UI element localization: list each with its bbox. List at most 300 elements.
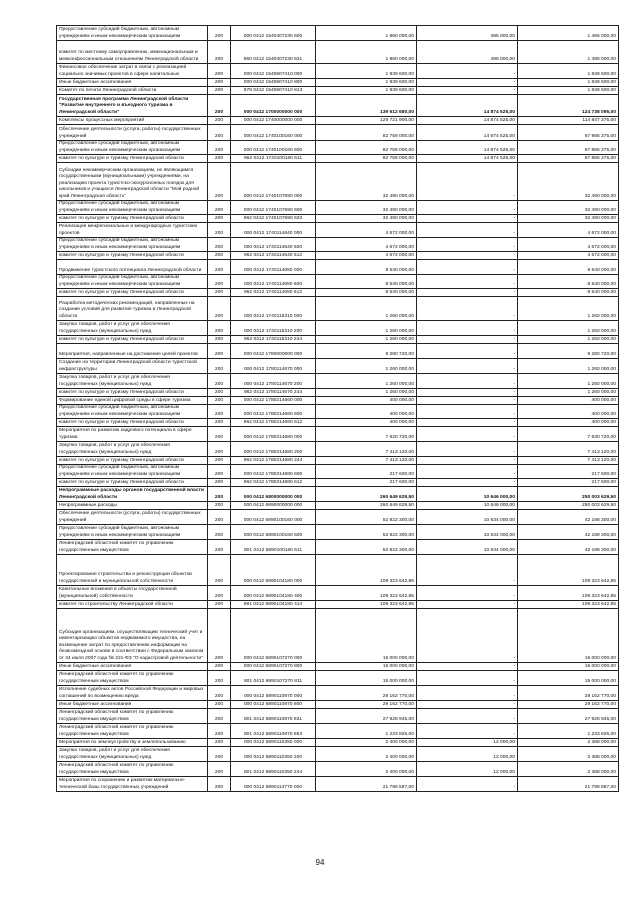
row-approved-amount-cell: 82 759 000,00 [316,155,417,163]
row-classification-cell: 000 0412 1540607410 000 [231,64,316,79]
row-classification-cell: 000 0412 1780214660 600 [231,405,316,419]
row-approved-amount-cell: 15 000 000,00 [316,609,417,663]
row-executed-amount-cell: 32 490 000,00 [518,163,619,201]
row-classification-cell: 000 0412 6890100160 000 [231,510,316,525]
row-code-cell: 200 [208,141,231,155]
table-row [57,609,619,663]
row-approved-amount-cell: 15 000 000,00 [316,663,417,671]
table-row [57,289,619,297]
row-code-cell: 200 [208,609,231,663]
table-row [57,297,619,321]
row-unexecuted-amount-cell: 10 646 000,00 [417,502,518,510]
row-name-cell: комитет по культуре и туризму Ленинградской области [57,252,208,260]
row-executed-amount-cell: 217 600,00 [518,479,619,487]
row-unexecuted-amount-cell: - [417,336,518,344]
row-approved-amount-cell: 52 822 300,00 [316,510,417,525]
table-row [57,663,619,671]
row-code-cell: 200 [208,465,231,479]
row-approved-amount-cell: 4 672 000,00 [316,252,417,260]
row-executed-amount-cell: 1 839 600,00 [518,79,619,87]
row-unexecuted-amount-cell: 12 000,00 [417,762,518,777]
row-approved-amount-cell: 1 860 000,00 [316,26,417,41]
row-unexecuted-amount-cell: - [417,87,518,95]
row-unexecuted-amount-cell: - [417,777,518,792]
row-executed-amount-cell: 1 260 000,00 [518,389,619,397]
row-classification-cell: 000 0412 6890110870 800 [231,701,316,709]
row-executed-amount-cell: 124 738 095,00 [518,95,619,117]
row-classification-cell: 000 0412 6890110350 000 [231,739,316,747]
row-name-cell: Формирование единой цифровой среды в сфере туризма [57,397,208,405]
row-approved-amount-cell: 32 490 000,00 [316,215,417,223]
table-row [57,79,619,87]
row-name-cell: Предоставление субсидий бюджетным, автономным учреждениям и иным некоммерческим организациям [57,525,208,540]
row-name-cell: комитет по местному самоуправлению, межнациональным и межконфессиональным отношениям Ленинградской области [57,41,208,64]
row-code-cell: 200 [208,79,231,87]
row-code-cell: 200 [208,555,231,586]
row-unexecuted-amount-cell: - [417,275,518,289]
row-name-cell: комитет по культуре и туризму Ленинградской области [57,419,208,427]
row-code-cell: 200 [208,586,231,601]
row-unexecuted-amount-cell: - [417,419,518,427]
table-row [57,724,619,739]
row-classification-cell: 978 0412 1540607410 813 [231,87,316,95]
row-code-cell: 200 [208,215,231,223]
row-executed-amount-cell: 109 323 642,85 [518,586,619,601]
row-executed-amount-cell: 2 388 000,00 [518,739,619,747]
table-row [57,87,619,95]
table-row [57,374,619,389]
row-classification-cell: 000 0412 6890104180 000 [231,555,316,586]
row-executed-amount-cell: 8 540 000,00 [518,275,619,289]
row-classification-cell: 000 0412 1740114650 000 [231,260,316,275]
row-approved-amount-cell: 260 649 629,50 [316,502,417,510]
row-name-cell: Непрограммные расходы [57,502,208,510]
row-executed-amount-cell: 8 540 000,00 [518,260,619,275]
row-classification-cell: 000 0412 1780314680 600 [231,465,316,479]
row-classification-cell: 801 0412 6890100160 611 [231,540,316,555]
row-approved-amount-cell: 7 413 120,00 [316,442,417,457]
row-approved-amount-cell: 400 000,00 [316,419,417,427]
row-name-cell: Ленинградский областной комитет по управлению государственным имуществом [57,724,208,739]
row-unexecuted-amount-cell: 10 634 000,00 [417,540,518,555]
row-code-cell: 200 [208,686,231,701]
row-executed-amount-cell: 15 000 000,00 [518,671,619,686]
row-name-cell: Продвижение туристского потенциала Ленинградской области [57,260,208,275]
row-executed-amount-cell: 7 413 120,00 [518,442,619,457]
row-executed-amount-cell: 1 839 600,00 [518,64,619,79]
row-unexecuted-amount-cell: 14 674 525,00 [417,125,518,141]
row-approved-amount-cell: 9 280 720,00 [316,344,417,359]
row-name-cell: Мероприятия по землеустройству и землепользованию [57,739,208,747]
row-code-cell: 200 [208,336,231,344]
row-name-cell: Закупка товаров, работ и услуг для обеспечения государственных (муниципальных) нужд [57,374,208,389]
row-executed-amount-cell: 250 003 629,50 [518,487,619,502]
row-classification-cell: 000 0412 6800000000 000 [231,487,316,502]
table-row [57,117,619,125]
row-classification-cell: 000 0412 6890104180 400 [231,586,316,601]
row-name-cell: Проектирование строительства и реконструкции объектов государственной и муниципальной собственности [57,555,208,586]
row-classification-cell: 000 0412 1780314680 200 [231,442,316,457]
table-row [57,359,619,374]
row-unexecuted-amount-cell: - [417,223,518,238]
row-code-cell: 200 [208,41,231,64]
table-row [57,709,619,724]
row-unexecuted-amount-cell: - [417,79,518,87]
row-executed-amount-cell: 109 323 642,85 [518,601,619,609]
row-name-cell: Предоставление субсидий бюджетным, автономным учреждениям и иным некоммерческим организациям [57,465,208,479]
row-executed-amount-cell: 1 233 825,00 [518,724,619,739]
row-classification-cell: 962 0412 1740114640 612 [231,252,316,260]
row-classification-cell: 801 0412 6890110870 831 [231,709,316,724]
row-code-cell: 200 [208,487,231,502]
row-code-cell: 200 [208,260,231,275]
row-name-cell: Реализация межрегиональных и международных туристских проектов [57,223,208,238]
row-unexecuted-amount-cell: - [417,709,518,724]
row-code-cell: 200 [208,671,231,686]
table-row [57,502,619,510]
row-code-cell: 200 [208,344,231,359]
row-approved-amount-cell: 4 672 000,00 [316,223,417,238]
row-approved-amount-cell: 2 400 000,00 [316,739,417,747]
row-approved-amount-cell: 109 323 642,85 [316,586,417,601]
table-row [57,586,619,601]
row-executed-amount-cell: 7 413 120,00 [518,457,619,465]
row-unexecuted-amount-cell: - [417,427,518,442]
row-unexecuted-amount-cell: - [417,686,518,701]
row-name-cell: Субсидии некоммерческим организациям, не являющимся государственными (муниципальными) учреждениями, на реализацию проекта туристско-экскурсионных поездок для школьников и учащихся Ленинградской области "Мой родной край Ленинградская область" [57,163,208,201]
row-name-cell: Иные бюджетные ассигнования [57,79,208,87]
row-classification-cell: 000 0412 1740115310 200 [231,321,316,336]
row-classification-cell: 000 0412 6890107270 000 [231,609,316,663]
row-unexecuted-amount-cell: - [417,321,518,336]
row-unexecuted-amount-cell: 14 874 525,00 [417,117,518,125]
row-approved-amount-cell: 109 323 642,85 [316,555,417,586]
row-name-cell: Обеспечение деятельности (услуги, работы) государственных учреждений [57,510,208,525]
row-classification-cell: 962 0412 1780314680 244 [231,457,316,465]
row-name-cell: Предоставление субсидий бюджетным, автономным учреждениям и иным некоммерческим организациям [57,26,208,41]
row-code-cell: 200 [208,252,231,260]
row-unexecuted-amount-cell: - [417,405,518,419]
row-unexecuted-amount-cell: - [417,344,518,359]
table-row [57,405,619,419]
row-classification-cell: 000 0412 1740000000 000 [231,117,316,125]
row-unexecuted-amount-cell: 10 634 000,00 [417,525,518,540]
row-name-cell: Предоставление субсидий бюджетным, автономным учреждениям и иным некоммерческим организациям [57,405,208,419]
row-executed-amount-cell: 1 260 000,00 [518,297,619,321]
row-unexecuted-amount-cell: 495 000,00 [417,41,518,64]
table-row [57,389,619,397]
row-code-cell: 200 [208,374,231,389]
row-name-cell: Предоставление субсидий бюджетным, автономным учреждениям и иным некоммерческим организациям [57,238,208,252]
row-approved-amount-cell: 109 323 642,85 [316,601,417,609]
table-row [57,321,619,336]
row-unexecuted-amount-cell: - [417,586,518,601]
row-name-cell: Предоставление субсидий бюджетным, автономным учреждениям и иным некоммерческим организациям [57,201,208,215]
row-executed-amount-cell: 67 985 375,00 [518,125,619,141]
row-name-cell: Обеспечение деятельности (услуги, работы) государственных учреждений [57,125,208,141]
row-approved-amount-cell: 21 798 587,00 [316,777,417,792]
row-unexecuted-amount-cell: - [417,289,518,297]
row-code-cell: 200 [208,709,231,724]
row-name-cell: Ленинградский областной комитет по управлению государственным имуществом [57,762,208,777]
row-executed-amount-cell: 4 672 000,00 [518,223,619,238]
row-name-cell: Финансовое обеспечение затрат в связи с реализацией социально значимых проектов в сфере капитальных [57,64,208,79]
row-executed-amount-cell: 217 600,00 [518,465,619,479]
row-executed-amount-cell: 250 003 629,50 [518,502,619,510]
table-row [57,252,619,260]
row-executed-amount-cell: 42 188 300,00 [518,525,619,540]
row-approved-amount-cell: 217 600,00 [316,465,417,479]
row-executed-amount-cell: 67 885 375,00 [518,141,619,155]
row-classification-cell: 000 0412 1780114670 200 [231,374,316,389]
row-classification-cell: 962 0412 1740114650 612 [231,289,316,297]
row-approved-amount-cell: 2 400 000,00 [316,747,417,762]
row-executed-amount-cell: 7 630 720,00 [518,427,619,442]
row-name-cell: комитет по культуре и туризму Ленинградской области [57,389,208,397]
row-unexecuted-amount-cell: 14 874 525,00 [417,95,518,117]
row-code-cell: 200 [208,359,231,374]
row-approved-amount-cell: 217 600,00 [316,479,417,487]
row-approved-amount-cell: 8 540 000,00 [316,260,417,275]
row-code-cell: 200 [208,601,231,609]
row-code-cell: 200 [208,64,231,79]
table-row [57,344,619,359]
table-row [57,260,619,275]
table-row [57,457,619,465]
row-approved-amount-cell: 1 839 600,00 [316,79,417,87]
table-row [57,155,619,163]
row-code-cell: 200 [208,163,231,201]
row-approved-amount-cell: 139 612 680,00 [316,95,417,117]
row-classification-cell: 000 0412 1740107690 600 [231,201,316,215]
table-row [57,465,619,479]
table-row [57,601,619,609]
row-approved-amount-cell: 1 260 000,00 [316,389,417,397]
table-row [57,479,619,487]
row-unexecuted-amount-cell: - [417,724,518,739]
row-approved-amount-cell: 1 839 600,00 [316,64,417,79]
row-unexecuted-amount-cell: - [417,397,518,405]
row-classification-cell: 000 0412 1780314680 000 [231,427,316,442]
row-classification-cell: 962 0412 1740115310 244 [231,336,316,344]
row-classification-cell: 000 0412 1740114650 600 [231,275,316,289]
row-unexecuted-amount-cell: 10 646 000,00 [417,487,518,502]
table-row [57,95,619,117]
row-code-cell: 200 [208,95,231,117]
table-row [57,701,619,709]
row-code-cell: 200 [208,762,231,777]
row-name-cell: Комплексы процессных мероприятий [57,117,208,125]
row-name-cell: Закупка товаров, работ и услуг для обеспечения государственных (муниципальных) нужд [57,321,208,336]
row-approved-amount-cell: 1 260 000,00 [316,297,417,321]
row-executed-amount-cell: 109 323 642,85 [518,555,619,586]
row-code-cell: 200 [208,701,231,709]
row-name-cell: Капитальные вложения в объекты государственной (муниципальной) собственности [57,586,208,601]
row-executed-amount-cell: 4 672 000,00 [518,252,619,260]
row-code-cell: 200 [208,525,231,540]
row-executed-amount-cell: 1 485 000,00 [518,41,619,64]
row-name-cell: Закупка товаров, работ и услуг для обеспечения государственных (муниципальных) нужд [57,747,208,762]
row-approved-amount-cell: 27 928 945,00 [316,709,417,724]
table-row [57,555,619,586]
table-row [57,275,619,289]
row-approved-amount-cell: 52 822 300,00 [316,540,417,555]
row-executed-amount-cell: 15 000 000,00 [518,609,619,663]
row-classification-cell: 000 0412 1740114640 000 [231,223,316,238]
row-classification-cell: 962 0412 1780114670 244 [231,389,316,397]
row-name-cell: Мероприятия, направленные на достижение целей проектов [57,344,208,359]
row-name-cell: Непрограммные расходы органов государственной власти Ленинградской области [57,487,208,502]
row-unexecuted-amount-cell: 14 874 525,00 [417,155,518,163]
row-name-cell: Иные бюджетные ассигнования [57,663,208,671]
row-approved-amount-cell: 129 721 900,00 [316,117,417,125]
row-code-cell: 200 [208,442,231,457]
row-code-cell: 200 [208,321,231,336]
row-code-cell: 200 [208,238,231,252]
row-unexecuted-amount-cell: - [417,609,518,663]
row-classification-cell: 000 0412 1700000000 000 [231,95,316,117]
table-row [57,777,619,792]
row-name-cell: Государственная программа Ленинградской области "Развитие внутреннего и въездного туризма в Ленинградской области" [57,95,208,117]
row-name-cell: комитет по строительству Ленинградской области [57,601,208,609]
row-code-cell: 200 [208,502,231,510]
row-code-cell: 200 [208,289,231,297]
row-executed-amount-cell: 400 000,00 [518,419,619,427]
row-unexecuted-amount-cell: - [417,252,518,260]
table-row [57,739,619,747]
row-classification-cell: 000 0412 1740107690 000 [231,163,316,201]
row-name-cell: Разработка методических рекомендаций, направленных на создание условий для развития туризма в Ленинградской области [57,297,208,321]
table-row [57,201,619,215]
row-code-cell: 200 [208,26,231,41]
row-executed-amount-cell: 15 000 000,00 [518,663,619,671]
table-row [57,26,619,41]
row-approved-amount-cell: 260 649 629,50 [316,487,417,502]
row-classification-cell: 000 0412 1740100160 000 [231,125,316,141]
row-code-cell: 200 [208,510,231,525]
row-name-cell: комитет по культуре и туризму Ленинградской области [57,155,208,163]
row-code-cell: 200 [208,223,231,238]
row-code-cell: 200 [208,777,231,792]
row-name-cell: комитет по культуре и туризму Ленинградской области [57,215,208,223]
row-approved-amount-cell: 15 000 000,00 [316,671,417,686]
row-approved-amount-cell: 7 413 120,00 [316,457,417,465]
row-code-cell: 200 [208,275,231,289]
row-executed-amount-cell: 400 000,00 [518,405,619,419]
row-executed-amount-cell: 1 260 000,00 [518,374,619,389]
row-approved-amount-cell: 1 860 000,00 [316,41,417,64]
row-unexecuted-amount-cell: - [417,238,518,252]
table-row [57,540,619,555]
row-classification-cell: 000 0412 1740114640 600 [231,238,316,252]
row-name-cell: Субсидия организациям, осуществляющим технический учет и инвентаризацию объектов недвижимого имущества, на возмещение затрат по предоставлению информации на безвозмездной основе в соответствии с Федеральным законом от 24 июля 2007 года № 221-ФЗ "О кадастровой деятельности" [57,609,208,663]
row-name-cell: Мероприятия по развитию кадрового потенциала в сфере туризма [57,427,208,442]
row-unexecuted-amount-cell: - [417,260,518,275]
table-row [57,671,619,686]
row-code-cell: 200 [208,747,231,762]
row-classification-cell: 960 0412 1540407230 631 [231,41,316,64]
row-classification-cell: 000 0412 1540607410 800 [231,79,316,87]
row-classification-cell: 962 0412 1740107690 633 [231,215,316,223]
table-row [57,223,619,238]
row-classification-cell: 000 0412 1740115310 000 [231,297,316,321]
row-unexecuted-amount-cell: - [417,479,518,487]
row-approved-amount-cell: 1 233 825,00 [316,724,417,739]
table-row [57,397,619,405]
row-approved-amount-cell: 1 260 000,00 [316,359,417,374]
row-classification-cell: 801 0412 6890110350 244 [231,762,316,777]
row-approved-amount-cell: 1 839 600,00 [316,87,417,95]
row-approved-amount-cell: 1 260 000,00 [316,374,417,389]
row-code-cell: 200 [208,457,231,465]
row-name-cell: Мероприятия по сохранению и развитию материально-технической базы государственных учреждений [57,777,208,792]
row-name-cell: Исполнение судебных актов Российской Федерации и мировых соглашений по возмещению вреда [57,686,208,701]
row-executed-amount-cell: 42 188 300,00 [518,540,619,555]
table-row [57,125,619,141]
row-code-cell: 200 [208,201,231,215]
row-unexecuted-amount-cell: 12 000,00 [417,739,518,747]
row-unexecuted-amount-cell: - [417,297,518,321]
row-name-cell: Комитет по печати Ленинградской области [57,87,208,95]
table-row [57,238,619,252]
row-executed-amount-cell: 1 260 000,00 [518,359,619,374]
row-approved-amount-cell: 82 759 000,00 [316,141,417,155]
table-row [57,41,619,64]
row-unexecuted-amount-cell: 14 874 525,00 [417,141,518,155]
row-approved-amount-cell: 8 540 000,00 [316,275,417,289]
row-classification-cell: 801 0412 6890107270 811 [231,671,316,686]
row-unexecuted-amount-cell: - [417,201,518,215]
table-row [57,525,619,540]
row-approved-amount-cell: 1 260 000,00 [316,321,417,336]
row-executed-amount-cell: 32 490 000,00 [518,215,619,223]
row-unexecuted-amount-cell: - [417,663,518,671]
row-name-cell: Иные бюджетные ассигнования [57,701,208,709]
row-approved-amount-cell: 29 162 770,00 [316,686,417,701]
row-classification-cell: 000 0412 1740100160 600 [231,141,316,155]
row-name-cell: Ленинградский областной комитет по управлению государственным имуществом [57,709,208,724]
row-approved-amount-cell: 82 759 000,00 [316,125,417,141]
table-row [57,747,619,762]
row-classification-cell: 000 0412 6890107270 800 [231,663,316,671]
row-name-cell: Предоставление субсидий бюджетным, автономным учреждениям и иным некоммерческим организациям [57,141,208,155]
row-name-cell: комитет по культуре и туризму Ленинградской области [57,289,208,297]
table-body [57,26,619,792]
row-executed-amount-cell: 9 280 720,00 [518,344,619,359]
row-classification-cell: 000 0412 1780114670 000 [231,359,316,374]
row-name-cell: Ленинградский областной комитет по управлению государственным имуществом [57,671,208,686]
row-unexecuted-amount-cell: - [417,64,518,79]
row-unexecuted-amount-cell: - [417,457,518,465]
row-executed-amount-cell: 400 000,00 [518,397,619,405]
row-executed-amount-cell: 27 928 945,00 [518,709,619,724]
row-approved-amount-cell: 32 490 000,00 [316,163,417,201]
row-code-cell: 200 [208,419,231,427]
row-executed-amount-cell: 2 388 000,00 [518,762,619,777]
row-classification-cell: 981 0412 6890104180 414 [231,601,316,609]
row-name-cell: Закупка товаров, работ и услуг для обеспечения государственных (муниципальных) нужд [57,442,208,457]
row-unexecuted-amount-cell: - [417,555,518,586]
row-code-cell: 200 [208,663,231,671]
table-row [57,442,619,457]
row-unexecuted-amount-cell: 12 000,00 [417,747,518,762]
table-row [57,419,619,427]
row-code-cell: 200 [208,117,231,125]
row-executed-amount-cell: 42 188 300,00 [518,510,619,525]
row-classification-cell: 801 0412 6890110870 853 [231,724,316,739]
row-unexecuted-amount-cell: - [417,465,518,479]
row-executed-amount-cell: 1 260 000,00 [518,336,619,344]
